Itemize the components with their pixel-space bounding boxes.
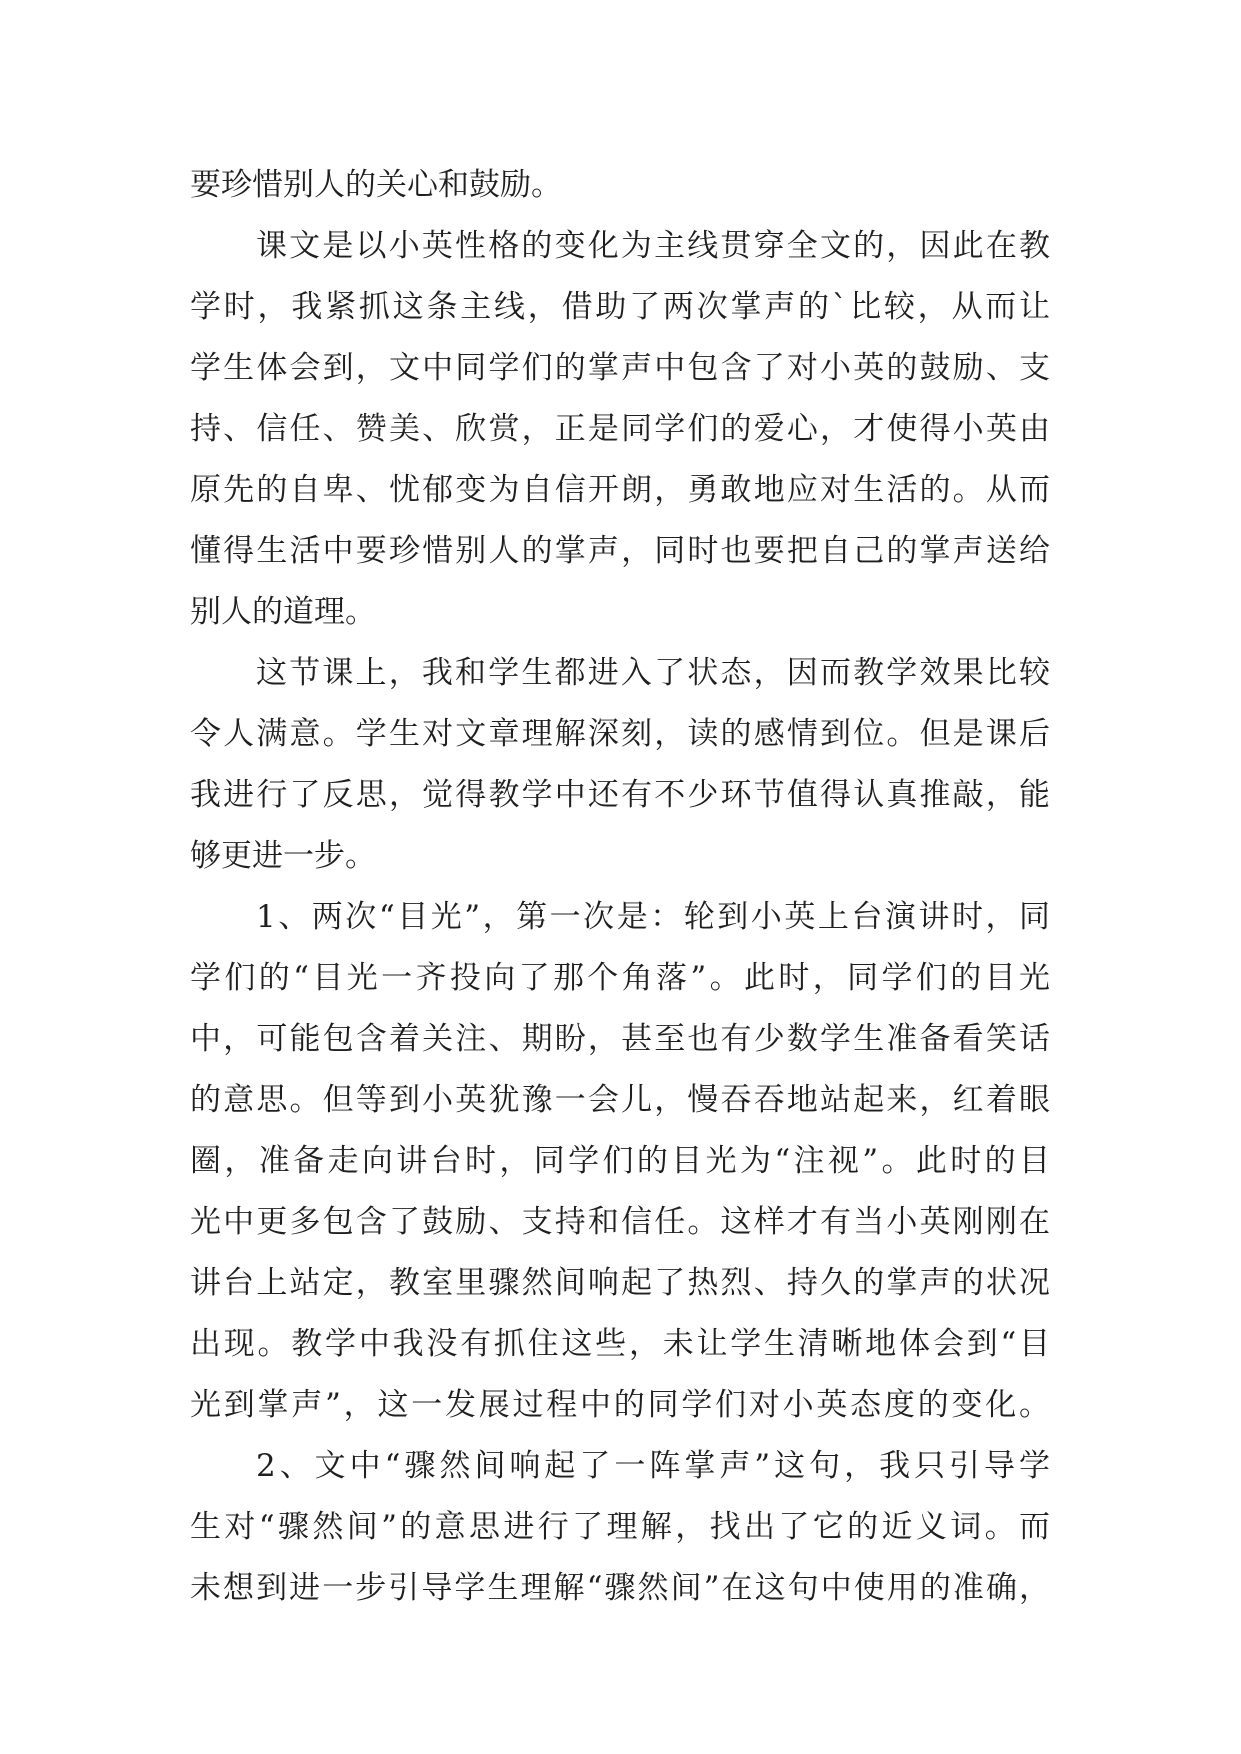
text-line: 出现。教学中我没有抓住这些，未让学生清晰地体会到“目 [190, 1326, 1050, 1362]
text-line: 光到掌声”，这一发展过程中的同学们对小英态度的变化。 [190, 1387, 1050, 1423]
text-line: 未想到进一步引导学生理解“骤然间”在这句中使用的准确， [190, 1570, 1050, 1606]
text-line: 持、信任、赞美、欣赏，正是同学们的爱心，才使得小英由 [190, 411, 1050, 447]
text-line: 令人满意。学生对文章理解深刻，读的感情到位。但是课后 [190, 716, 1050, 752]
text-line: 我进行了反思，觉得教学中还有不少环节值得认真推敲，能 [190, 777, 1050, 813]
text-line: 原先的自卑、忧郁变为自信开朗，勇敢地应对生活的。从而 [190, 472, 1050, 508]
text-line: 懂得生活中要珍惜别人的掌声，同时也要把自己的掌声送给 [190, 533, 1050, 569]
text-line: 光中更多包含了鼓励、支持和信任。这样才有当小英刚刚在 [190, 1204, 1050, 1240]
text-line: 这节课上，我和学生都进入了状态，因而教学效果比较 [256, 655, 1050, 691]
text-line: 学时，我紧抓这条主线，借助了两次掌声的`比较，从而让 [190, 289, 1050, 325]
text-line: 学生体会到，文中同学们的掌声中包含了对小英的鼓励、支 [190, 350, 1050, 386]
text-line: 够更进一步。 [190, 838, 376, 874]
text-line: 要珍惜别人的关心和鼓励。 [190, 167, 562, 203]
body-text [190, 155, 1050, 1619]
text-line: 2、文中“骤然间响起了一阵掌声”这句，我只引导学 [256, 1448, 1050, 1484]
text-line: 课文是以小英性格的变化为主线贯穿全文的，因此在教 [256, 228, 1050, 264]
text-line: 的意思。但等到小英犹豫一会儿，慢吞吞地站起来，红着眼 [190, 1082, 1050, 1118]
text-line: 学们的“目光一齐投向了那个角落”。此时，同学们的目光 [190, 960, 1050, 996]
text-line: 别人的道理。 [190, 594, 376, 630]
text-line: 生对“骤然间”的意思进行了理解，找出了它的近义词。而 [190, 1509, 1050, 1545]
text-line: 圈，准备走向讲台时，同学们的目光为“注视”。此时的目 [190, 1143, 1050, 1179]
text-line: 讲台上站定，教室里骤然间响起了热烈、持久的掌声的状况 [190, 1265, 1050, 1301]
text-line: 中，可能包含着关注、期盼，甚至也有少数学生准备看笑话 [190, 1021, 1050, 1057]
text-line: 1、两次“目光”，第一次是：轮到小英上台演讲时，同 [256, 899, 1050, 935]
